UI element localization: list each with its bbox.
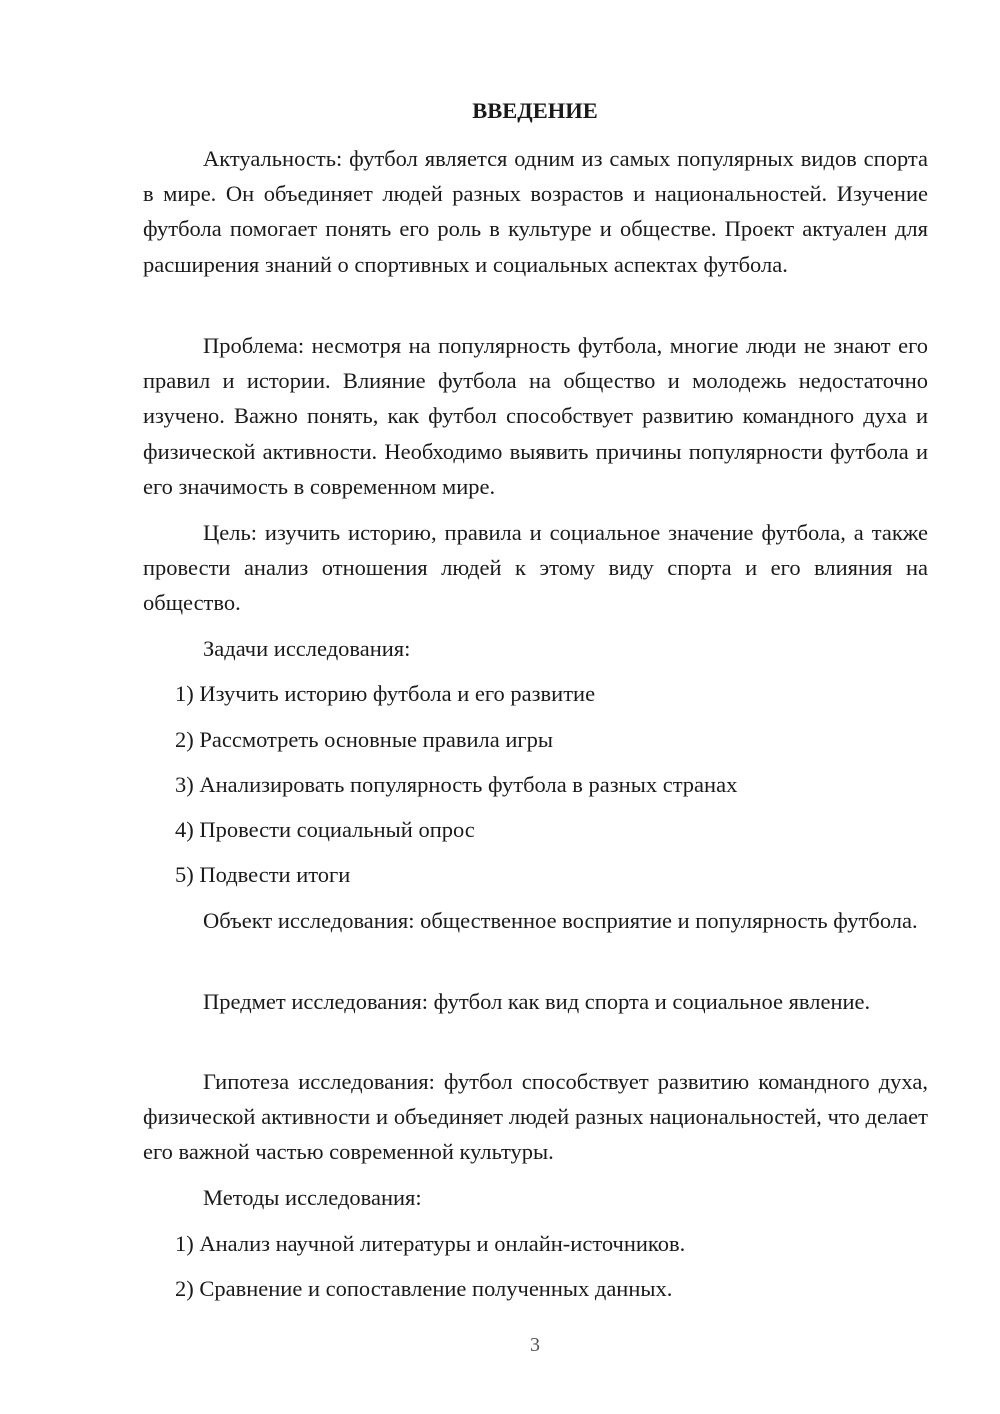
paragraph-subject: Предмет исследования: футбол как вид спорта и социальное явление. xyxy=(203,989,871,1014)
task-item-2: 2) Рассмотреть основные правила игры xyxy=(175,727,553,752)
page-title: ВВЕДЕНИЕ xyxy=(472,98,598,123)
paragraph-relevance: Актуальность: футбол является одним из самых популярных видов спорта в мире. Он объединяет людей разных возрастов и национальностей. Изучение футбола помогает понять его роль в культуре и обществе. Проект актуален для расширения знаний о спортивных и социальных аспектах футбола. xyxy=(143,146,928,277)
paragraph-hypothesis: Гипотеза исследования: футбол способствует развитию командного духа, физической активности и объединяет людей разных национальностей, что делает его важной частью современной культуры. xyxy=(143,1069,928,1165)
paragraph-goal: Цель: изучить историю, правила и социальное значение футбола, а также провести анализ отношения людей к этому виду спорта и его влияния на общество. xyxy=(143,520,928,616)
task-item-3: 3) Анализировать популярность футбола в разных странах xyxy=(175,772,738,797)
paragraph-methods-heading: Методы исследования: xyxy=(203,1185,422,1210)
task-item-1: 1) Изучить историю футбола и его развитие xyxy=(175,681,596,706)
task-item-5: 5) Подвести итоги xyxy=(175,862,351,887)
page-number: 3 xyxy=(530,1334,540,1356)
paragraph-tasks-heading: Задачи исследования: xyxy=(203,636,411,661)
paragraph-object: Объект исследования: общественное восприятие и популярность футбола. xyxy=(203,908,918,933)
method-item-1: 1) Анализ научной литературы и онлайн-источников. xyxy=(175,1231,686,1256)
task-item-4: 4) Провести социальный опрос xyxy=(175,817,475,842)
method-item-2: 2) Сравнение и сопоставление полученных данных. xyxy=(175,1276,673,1301)
paragraph-problem: Проблема: несмотря на популярность футбола, многие люди не знают его правил и истории. Влияние футбола на общество и молодежь недостаточно изучено. Важно понять, как футбол способствует развитию командного духа и физической активности. Необходимо выявить причины популярности футбола и его значимость в современном мире. xyxy=(143,333,928,499)
